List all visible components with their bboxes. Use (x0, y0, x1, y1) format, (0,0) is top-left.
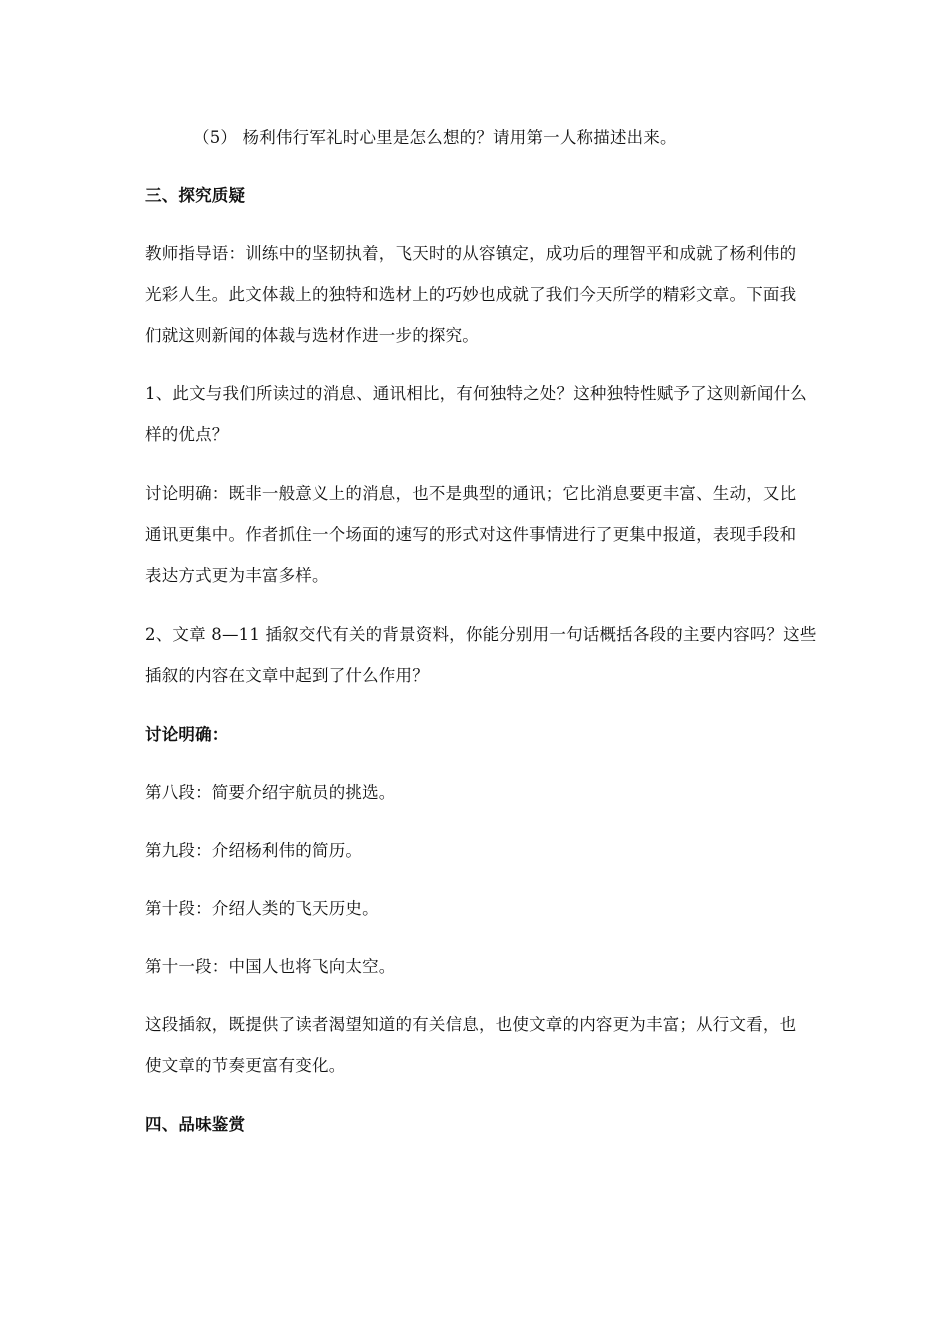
paragraph-summary-11: 第十一段：中国人也将飞向太空。 (145, 957, 396, 976)
question-2-line-1: 2、文章 8—11 插叙交代有关的背景资料，你能分别用一句话概括各段的主要内容吗？这些 (145, 625, 817, 644)
question-1-line-2: 样的优点？ (145, 425, 229, 444)
section-4-heading: 四、品味鉴赏 (145, 1115, 246, 1134)
answer-2-heading: 讨论明确： (145, 725, 229, 744)
answer-1-line-3: 表达方式更为丰富多样。 (145, 566, 329, 585)
question-5: （5） 杨利伟行军礼时心里是怎么想的？请用第一人称描述出来。 (193, 128, 677, 147)
answer-1-line-2: 通讯更集中。作者抓住一个场面的速写的形式对这件事情进行了更集中报道，表现手段和 (145, 525, 797, 544)
paragraph-summary-10: 第十段：介绍人类的飞天历史。 (145, 899, 379, 918)
question-1-line-1: 1、此文与我们所读过的消息、通讯相比，有何独特之处？这种独特性赋予了这则新闻什么 (145, 384, 807, 403)
answer-1-line-1: 讨论明确：既非一般意义上的消息，也不是典型的通讯；它比消息要更丰富、生动，又比 (145, 484, 797, 503)
paragraph-summary-8: 第八段：简要介绍宇航员的挑选。 (145, 783, 396, 802)
teacher-guide-line-1: 教师指导语：训练中的坚韧执着，飞天时的从容镇定，成功后的理智平和成就了杨利伟的 (145, 244, 797, 263)
teacher-guide-line-3: 们就这则新闻的体裁与选材作进一步的探究。 (145, 326, 479, 345)
paragraph-summary-9: 第九段：介绍杨利伟的简历。 (145, 841, 363, 860)
teacher-guide-line-2: 光彩人生。此文体裁上的独特和选材上的巧妙也成就了我们今天所学的精彩文章。下面我 (145, 285, 797, 304)
conclusion-line-2: 使文章的节奏更富有变化。 (145, 1056, 346, 1075)
conclusion-line-1: 这段插叙，既提供了读者渴望知道的有关信息，也使文章的内容更为丰富；从行文看，也 (145, 1015, 797, 1034)
section-3-heading: 三、探究质疑 (145, 186, 246, 205)
question-2-line-2: 插叙的内容在文章中起到了什么作用？ (145, 666, 429, 685)
